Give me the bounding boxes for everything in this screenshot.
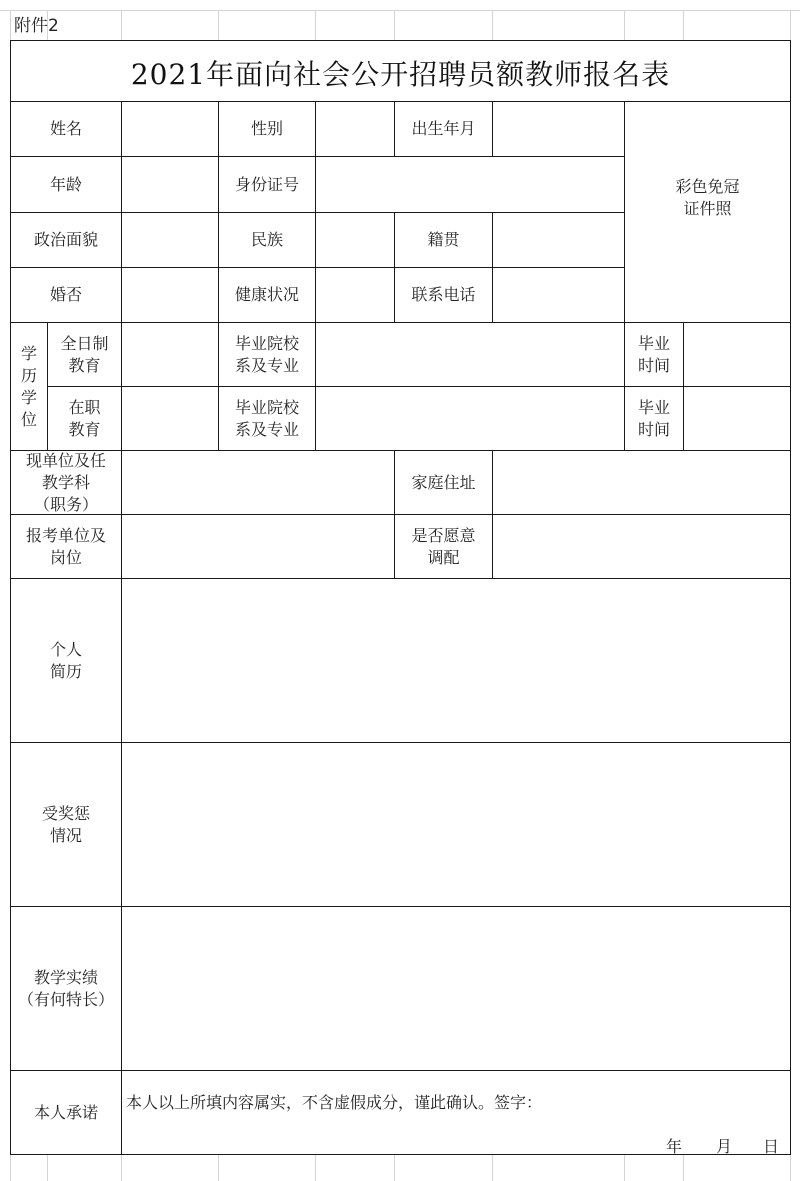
label-line: 教学实绩 [33,967,98,987]
label-line: 在职 [68,397,101,417]
sheet-gridline [315,10,316,40]
label-line: 现单位及任 [25,450,106,470]
row-line [10,1070,791,1071]
label-current-unit [11,451,121,514]
label-political: 政治面貌 [33,230,98,249]
label-line: 毕业 [637,397,670,417]
sheet-gridline [218,10,219,40]
sheet-gridline [624,1155,625,1181]
label-education-degree [11,323,47,450]
row-line [10,578,791,579]
row-line [10,742,791,743]
label-line: 情况 [49,825,82,845]
label-line: 时间 [637,355,670,375]
label-school-major-1 [219,323,315,386]
sheet-gridline [121,10,122,40]
label-line: 受奖惩 [41,803,90,823]
label-pledge: 本人承诺 [33,1102,98,1122]
sheet-gridline [790,10,791,40]
sheet-gridline [121,1155,122,1181]
sheet-gridline [10,10,11,40]
label-line: 全日制 [60,333,109,353]
label-line: 时间 [637,419,670,439]
label-line: 岗位 [49,547,82,567]
sheet-gridline [0,10,800,11]
form-border [10,40,791,41]
label-line: （有何特长） [17,989,114,1009]
label-apply-unit [11,515,121,578]
label-line: 是否愿意 [411,525,476,545]
label-line: 报考单位及 [25,525,106,545]
label-name: 姓名 [49,119,82,138]
edu-char: 学 [20,387,37,407]
col-line [121,322,122,450]
label-line: 毕业院校 [234,333,299,353]
col-line [315,322,316,450]
date-month: 月 [716,1137,733,1156]
form-title: 2021年面向社会公开招聘员额教师报名表 [130,58,671,91]
label-resume [11,579,121,742]
sheet-gridline [492,10,493,40]
label-school-major-2 [219,387,315,450]
col-line [121,450,122,578]
label-grad-time-1 [625,323,683,386]
label-home-address: 家庭住址 [411,472,476,492]
sheet-gridline [394,1155,395,1181]
label-health: 健康状况 [234,285,299,304]
label-ethnicity: 民族 [250,230,283,249]
photo-label-line1: 彩色免冠 [675,177,740,196]
label-line: 毕业 [637,333,670,353]
col-line [315,101,316,322]
label-gender: 性别 [250,119,283,138]
label-line: 系及专业 [234,419,299,439]
sheet-gridline [790,1155,791,1181]
label-grad-time-2 [625,387,683,450]
sheet-gridline [47,1155,48,1181]
label-fulltime-education [48,323,121,386]
pledge-text: 本人以上所填内容属实，不含虚假成分，谨此确认。签字： [126,1093,543,1112]
photo-label-line2: 证件照 [683,199,732,218]
sheet-gridline [218,1155,219,1181]
label-id-number: 身份证号 [234,174,299,194]
attachment-label: 附件2 [14,16,59,36]
col-line [492,101,493,157]
edu-char: 位 [20,409,37,429]
label-age: 年龄 [49,174,82,194]
sheet-gridline [683,1155,684,1181]
col-line [121,578,122,1155]
sheet-gridline [394,10,395,40]
col-line [492,450,493,578]
edu-char: 学 [20,343,37,363]
label-line: 调配 [427,547,460,567]
label-phone: 联系电话 [411,285,476,304]
label-willing-adjust [395,515,492,578]
date-day: 日 [763,1137,780,1156]
row-line [10,906,791,907]
label-inservice-education [48,387,121,450]
label-line: 毕业院校 [234,397,299,417]
label-marital: 婚否 [49,285,82,304]
photo-placeholder [625,102,790,322]
label-awards [11,743,121,906]
label-line: 教学科 [41,472,90,492]
sheet-gridline [683,10,684,40]
form-border [790,40,791,1155]
col-line [121,101,122,322]
col-line [492,212,493,322]
sheet-gridline [492,1155,493,1181]
label-line: 系及专业 [234,355,299,375]
label-line: （职务） [33,494,98,514]
label-native-place: 籍贯 [427,230,460,249]
sheet-gridline [315,1155,316,1181]
edu-char: 历 [20,365,37,385]
label-birth: 出生年月 [411,119,476,138]
sheet-gridline [624,10,625,40]
sheet-gridline [10,1155,11,1181]
col-line [683,322,684,450]
label-teaching [11,907,121,1070]
label-line: 教育 [68,419,101,439]
label-line: 个人 [49,639,82,659]
date-year: 年 [666,1137,683,1156]
label-line: 教育 [68,355,101,375]
label-line: 简历 [49,661,82,681]
